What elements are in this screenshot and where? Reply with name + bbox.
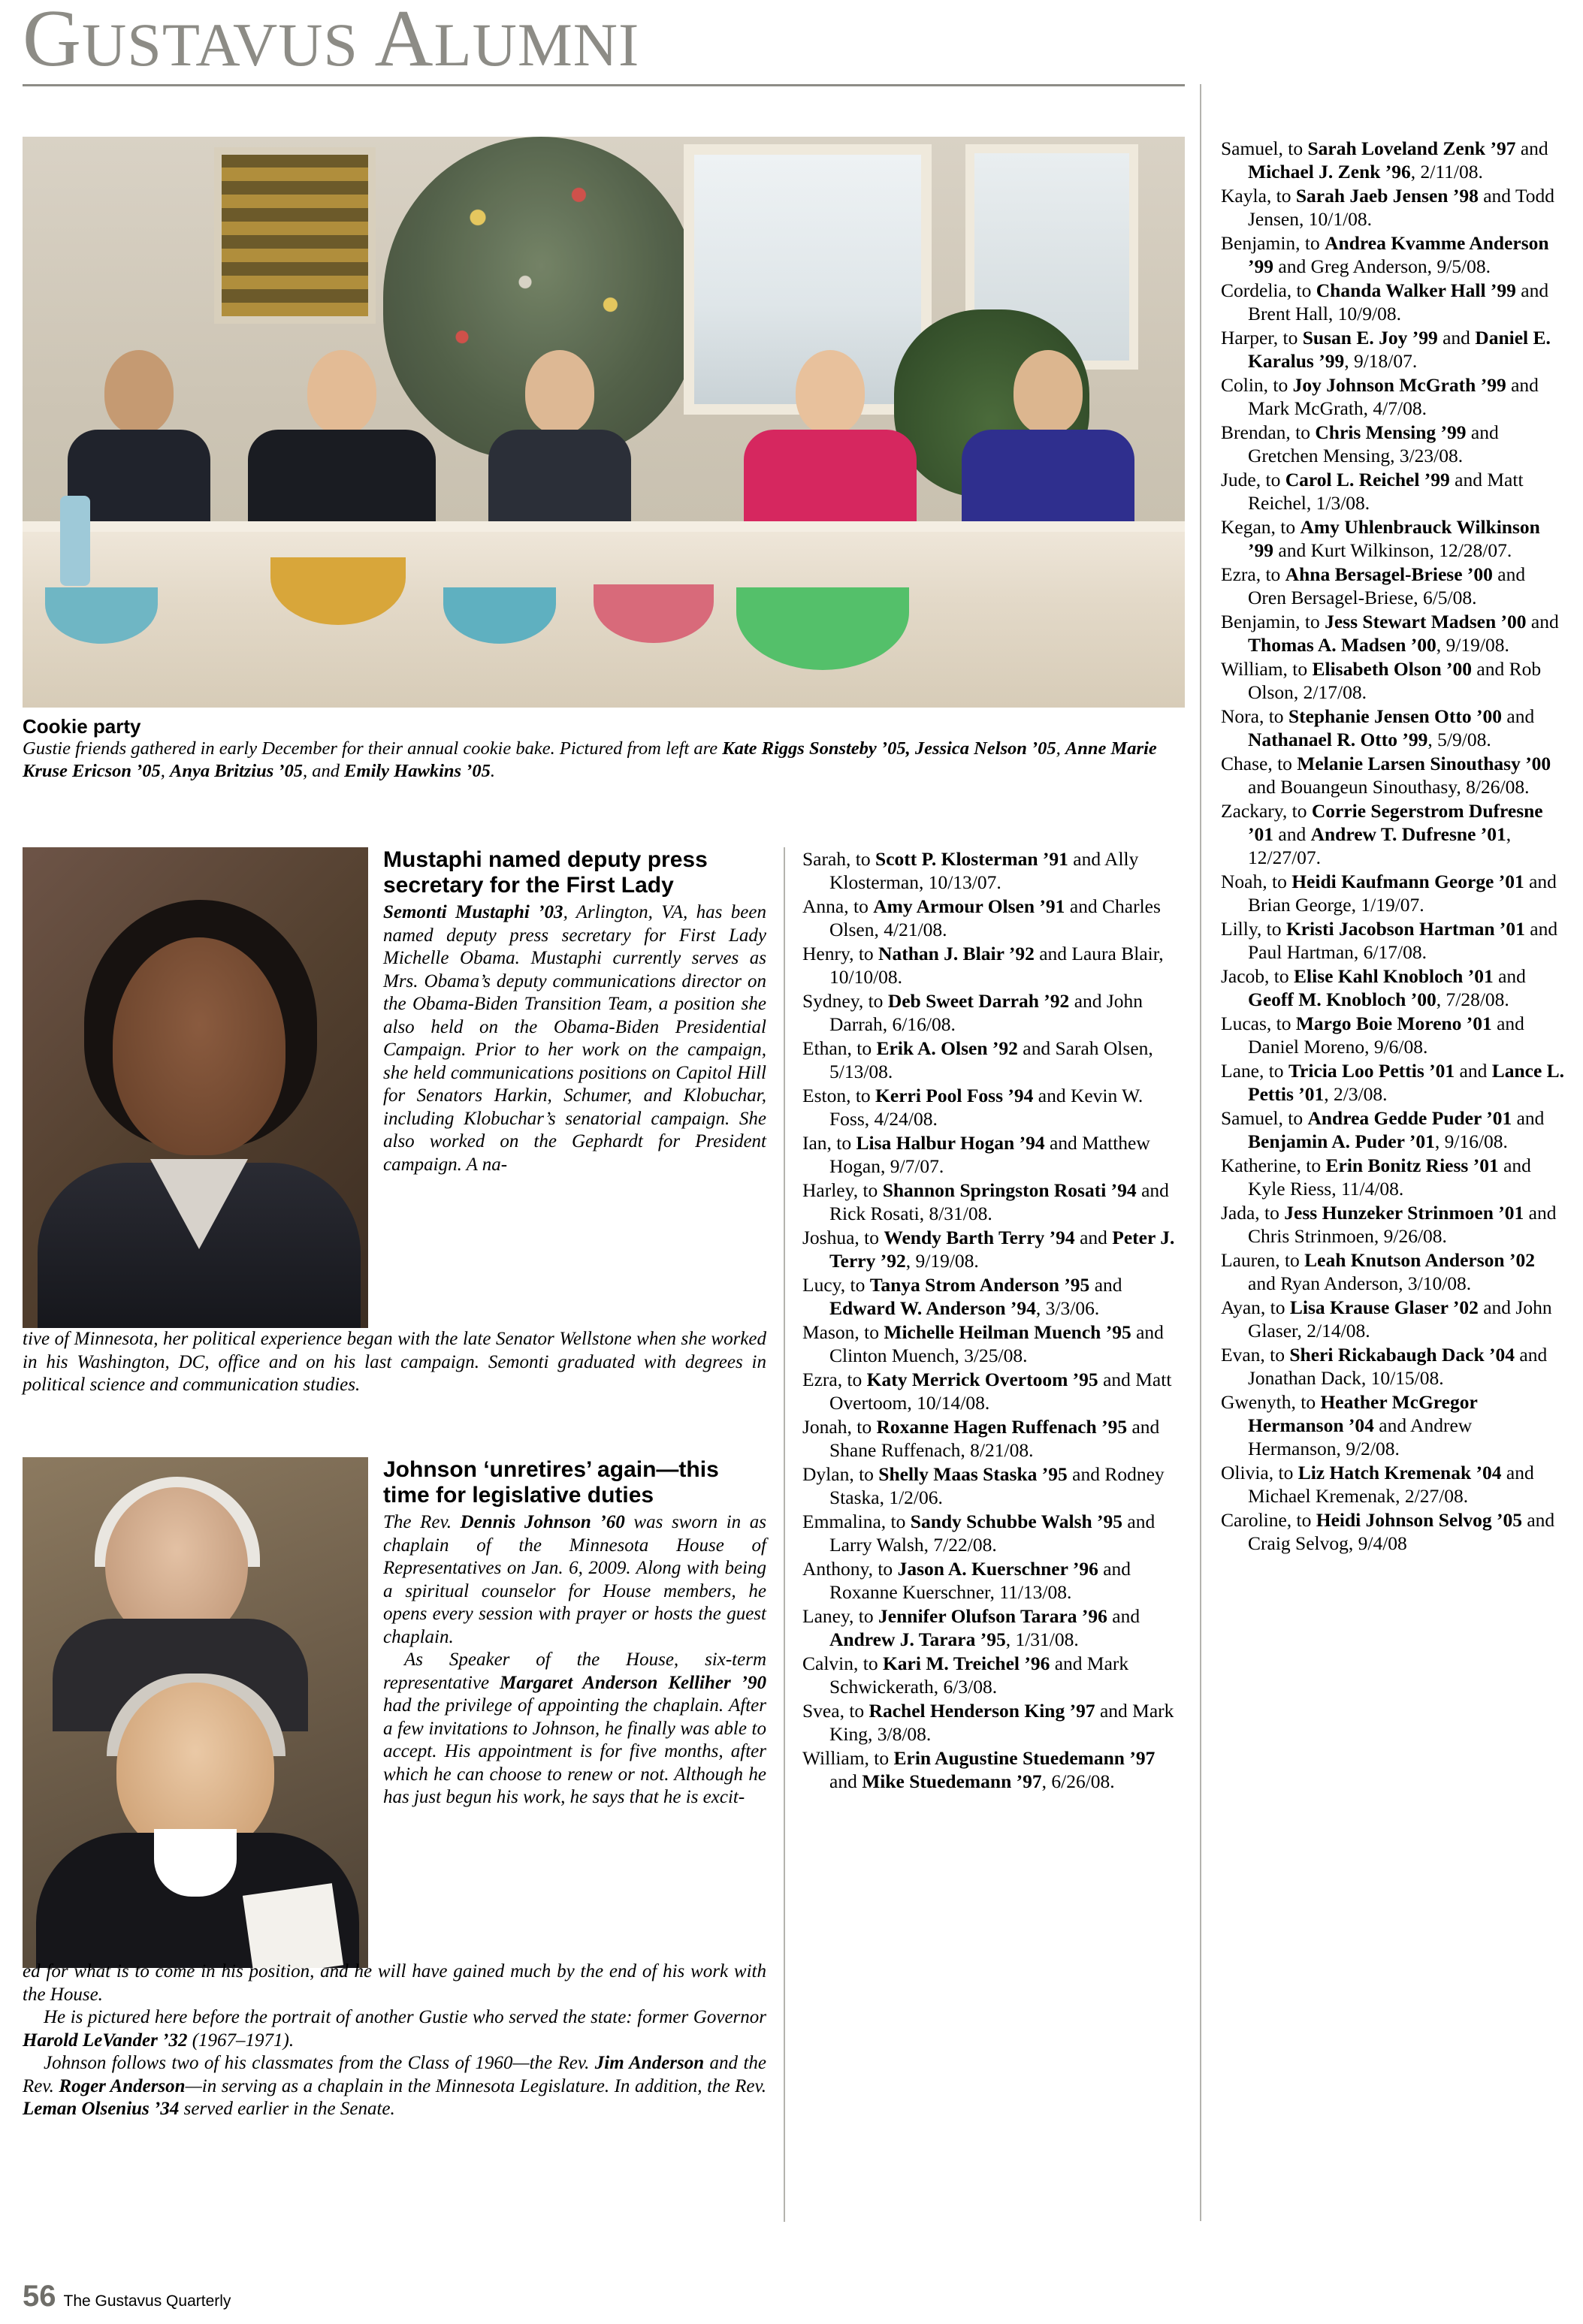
entry-name-1: Jennifer Olufson Tarara ’96 bbox=[878, 1605, 1107, 1627]
birth-entry bbox=[1221, 1106, 1566, 1153]
entry-name-1: Shelly Maas Staska ’95 bbox=[878, 1463, 1068, 1485]
birth-entry bbox=[802, 1462, 1178, 1509]
entry-pre: Lauren, to bbox=[1221, 1249, 1305, 1271]
entry-name-2: Daniel E. Karalus ’99 bbox=[1248, 327, 1551, 372]
birth-entry bbox=[1221, 964, 1566, 1011]
entry-name-1: Kerri Pool Foss ’94 bbox=[875, 1085, 1034, 1106]
entry-mid: and Greg Anderson, 9/5/08. bbox=[1273, 255, 1491, 277]
entry-mid: and Andrew Hermanson, 9/2/08. bbox=[1248, 1414, 1473, 1459]
birth-entry bbox=[802, 1699, 1178, 1746]
column-divider-middle bbox=[784, 847, 785, 2222]
entry-pre: Ayan, to bbox=[1221, 1296, 1290, 1318]
entry-pre: Mason, to bbox=[802, 1321, 884, 1343]
entry-pre: Lilly, to bbox=[1221, 918, 1286, 940]
entry-name-2: Benjamin A. Puder ’01 bbox=[1248, 1130, 1435, 1152]
caption-sep-3: , and bbox=[303, 761, 345, 781]
page-number: 56 bbox=[23, 2280, 56, 2313]
entry-name-1: Shannon Springston Rosati ’94 bbox=[882, 1179, 1137, 1201]
entry-mid: and Sarah Olsen, 5/13/08. bbox=[829, 1037, 1153, 1082]
entry-mid: and bbox=[1455, 1060, 1492, 1082]
entry-pre: Sydney, to bbox=[802, 990, 888, 1012]
entry-post: , 2/11/08. bbox=[1410, 161, 1483, 183]
entry-pre: Benjamin, to bbox=[1221, 611, 1325, 632]
entry-name-1: Tricia Loo Pettis ’01 bbox=[1288, 1060, 1455, 1082]
entry-pre: Zackary, to bbox=[1221, 800, 1312, 822]
page-masthead bbox=[23, 0, 1225, 83]
entry-mid: and bbox=[1089, 1274, 1122, 1296]
entry-pre: Kegan, to bbox=[1221, 516, 1301, 538]
entry-pre: Katherine, to bbox=[1221, 1154, 1326, 1176]
photo-caption-title: Cookie party bbox=[23, 715, 141, 738]
birth-entry bbox=[1221, 1343, 1566, 1390]
johnson-p4-name1: Jim Anderson bbox=[594, 2053, 705, 2073]
entry-mid: and Mark Schwickerath, 6/3/08. bbox=[829, 1652, 1129, 1698]
entry-mid: and bbox=[1493, 965, 1526, 987]
entry-name-1: Sarah Loveland Zenk ’97 bbox=[1307, 137, 1516, 159]
birth-entry bbox=[802, 1084, 1178, 1130]
entry-mid: and bbox=[1512, 1107, 1545, 1129]
entry-mid: and bbox=[1074, 1227, 1113, 1248]
portrait-face bbox=[113, 937, 285, 1155]
birth-entry bbox=[802, 1604, 1178, 1651]
birth-entry bbox=[802, 895, 1178, 941]
johnson-p3-post: (1967–1971). bbox=[187, 2030, 295, 2051]
entry-name-1: Erin Augustine Stuedemann ’97 bbox=[893, 1747, 1156, 1769]
entry-name-1: Liz Hatch Kremenak ’04 bbox=[1298, 1462, 1502, 1483]
entry-name-1: Jess Hunzeker Strinmoen ’01 bbox=[1284, 1202, 1524, 1224]
birth-entry bbox=[1221, 184, 1566, 231]
entry-name-1: Margo Boie Moreno ’01 bbox=[1295, 1013, 1492, 1034]
entry-post: , 1/31/08. bbox=[1005, 1628, 1079, 1650]
entry-name-1: Wendy Barth Terry ’94 bbox=[884, 1227, 1075, 1248]
entry-post: , 9/19/08. bbox=[905, 1250, 979, 1272]
entry-mid: and Craig Selvog, 9/4/08 bbox=[1248, 1509, 1555, 1554]
johnson-p4-post: served earlier in the Senate. bbox=[179, 2099, 395, 2119]
birth-entry bbox=[1221, 799, 1566, 869]
johnson-p3-pre: He is pictured here before the portrait of another Gustie who served the state: former Governor bbox=[44, 2007, 766, 2027]
story-mustaphi-body-top bbox=[383, 901, 766, 1176]
johnson-p1-pre: The Rev. bbox=[383, 1512, 461, 1532]
entry-mid: and Kurt Wilkinson, 12/28/07. bbox=[1273, 539, 1512, 561]
birth-entry bbox=[1221, 752, 1566, 798]
birth-entry bbox=[1221, 279, 1566, 325]
birth-entry bbox=[802, 1037, 1178, 1083]
johnson-p4-pre: Johnson follows two of his classmates from the Class of 1960—the Rev. bbox=[44, 2053, 595, 2073]
caption-period: . bbox=[490, 761, 495, 781]
entry-post: , 12/27/07. bbox=[1248, 823, 1512, 868]
masthead-word2-rest: LUMNI bbox=[434, 11, 640, 79]
entry-pre: Laney, to bbox=[802, 1605, 879, 1627]
entry-pre: Ethan, to bbox=[802, 1037, 877, 1059]
birth-entry bbox=[1221, 705, 1566, 751]
johnson-p3-name: Harold LeVander ’32 bbox=[23, 2030, 188, 2051]
caption-name-5: Emily Hawkins ’05 bbox=[344, 761, 491, 781]
johnson-p1-post: was sworn in as chaplain of the Minnesota House of Representatives on Jan. 6, 2009. Along with being a spiritual counselor for House members, he opens every session with prayer or hosts the guest chaplain. bbox=[383, 1512, 767, 1647]
births-column-right bbox=[1221, 137, 1566, 1556]
entry-mid: and Larry Walsh, 7/22/08. bbox=[829, 1511, 1156, 1556]
entry-mid: and Michael Kremenak, 2/27/08. bbox=[1248, 1462, 1534, 1507]
entry-mid: and Charles Olsen, 4/21/08. bbox=[829, 895, 1161, 940]
entry-mid: and Kyle Riess, 11/4/08. bbox=[1248, 1154, 1531, 1200]
entry-name-1: Andrea Kvamme Anderson ’99 bbox=[1248, 232, 1549, 277]
entry-name-1: Amy Armour Olsen ’91 bbox=[873, 895, 1065, 917]
photo-caption-text bbox=[23, 738, 1180, 783]
johnson-p1-name: Dennis Johnson ’60 bbox=[460, 1512, 625, 1532]
entry-pre: Jude, to bbox=[1221, 469, 1285, 490]
entry-mid: and John Glaser, 2/14/08. bbox=[1248, 1296, 1552, 1342]
entry-mid: and bbox=[1502, 705, 1535, 727]
entry-name-1: Sarah Jaeb Jensen ’98 bbox=[1295, 185, 1479, 207]
entry-pre: Chase, to bbox=[1221, 753, 1298, 774]
birth-entry bbox=[1221, 1461, 1566, 1508]
entry-mid: and Matt Reichel, 1/3/08. bbox=[1248, 469, 1524, 514]
entry-pre: Nora, to bbox=[1221, 705, 1288, 727]
johnson-p4-mid: and the Rev. bbox=[23, 2053, 766, 2096]
birth-entry bbox=[802, 1557, 1178, 1604]
masthead-word1-cap: G bbox=[23, 0, 82, 83]
entry-pre: Anthony, to bbox=[802, 1558, 898, 1580]
entry-mid: and Kevin W. Foss, 4/24/08. bbox=[829, 1085, 1143, 1130]
entry-mid: and bbox=[1526, 611, 1559, 632]
entry-post: , 2/3/08. bbox=[1324, 1083, 1388, 1105]
birth-entry bbox=[1221, 1390, 1566, 1460]
entry-mid: and Matthew Hogan, 9/7/07. bbox=[829, 1132, 1150, 1177]
story-mustaphi-body-wrap: tive of Minnesota, her political experience began with the late Senator Wellstone when she worked in his Washington, DC, office and on his last campaign. Semonti graduated with degrees in political science and communication studies. bbox=[23, 1329, 766, 1395]
caption-name-1: Kate Riggs Sonsteby ’05, bbox=[722, 738, 911, 759]
entry-name-1: Rachel Henderson King ’97 bbox=[869, 1700, 1095, 1722]
entry-mid: and Rick Rosati, 8/31/08. bbox=[829, 1179, 1169, 1224]
birth-entry bbox=[1221, 231, 1566, 278]
entry-mid: and Gretchen Mensing, 3/23/08. bbox=[1248, 421, 1499, 466]
entry-pre: Cordelia, to bbox=[1221, 279, 1316, 301]
entry-pre: Jacob, to bbox=[1221, 965, 1294, 987]
entry-name-1: Lisa Krause Glaser ’02 bbox=[1289, 1296, 1479, 1318]
birth-entry bbox=[1221, 1012, 1566, 1058]
story-johnson-para-2 bbox=[383, 1649, 766, 1809]
birth-entry bbox=[1221, 610, 1566, 656]
entry-name-1: Nathan J. Blair ’92 bbox=[878, 943, 1035, 964]
entry-name-1: Joy Johnson McGrath ’99 bbox=[1292, 374, 1506, 396]
johnson-p4-mid2: —in serving as a chaplain in the Minnesota Legislature. In addition, the Rev. bbox=[185, 2075, 767, 2096]
entry-post: , 7/28/08. bbox=[1436, 988, 1509, 1010]
caption-sep-1: , bbox=[1056, 738, 1065, 759]
masthead-divider bbox=[23, 84, 1185, 86]
entry-pre: Kayla, to bbox=[1221, 185, 1296, 207]
entry-pre: Lane, to bbox=[1221, 1060, 1288, 1082]
entry-pre: Calvin, to bbox=[802, 1652, 883, 1674]
entry-mid: and Paul Hartman, 6/17/08. bbox=[1248, 918, 1558, 963]
entry-pre: William, to bbox=[1221, 658, 1313, 680]
entry-pre: Colin, to bbox=[1221, 374, 1293, 396]
story-mustaphi-lead-name: Semonti Mustaphi ’03 bbox=[383, 902, 563, 922]
entry-mid: and Shane Ruffenach, 8/21/08. bbox=[829, 1416, 1160, 1461]
entry-pre: Olivia, to bbox=[1221, 1462, 1298, 1483]
entry-name-1: Heather McGregor Hermanson ’04 bbox=[1248, 1391, 1478, 1436]
birth-entry bbox=[1221, 1296, 1566, 1342]
entry-name-1: Leah Knutson Anderson ’02 bbox=[1304, 1249, 1535, 1271]
entry-pre: Ezra, to bbox=[1221, 563, 1285, 585]
entry-pre: Lucas, to bbox=[1221, 1013, 1296, 1034]
entry-name-1: Heidi Kaufmann George ’01 bbox=[1291, 871, 1524, 892]
entry-name-2: Edward W. Anderson ’94 bbox=[829, 1297, 1036, 1319]
johnson-photo bbox=[23, 1457, 368, 1968]
birth-entry bbox=[1221, 563, 1566, 609]
birth-entry bbox=[1221, 421, 1566, 467]
publication-name: The Gustavus Quarterly bbox=[63, 2292, 231, 2310]
entry-name-1: Sandy Schubbe Walsh ’95 bbox=[910, 1511, 1123, 1532]
entry-name-1: Melanie Larsen Sinouthasy ’00 bbox=[1297, 753, 1551, 774]
entry-name-2: Mike Stuedemann ’97 bbox=[862, 1770, 1042, 1792]
entry-mid: and Ally Klosterman, 10/13/07. bbox=[829, 848, 1139, 893]
birth-entry bbox=[802, 1131, 1178, 1178]
birth-entry bbox=[802, 989, 1178, 1036]
entry-mid: and bbox=[1107, 1605, 1140, 1627]
entry-name-1: Katy Merrick Overtoom ’95 bbox=[866, 1369, 1098, 1390]
entry-name-1: Susan E. Joy ’99 bbox=[1302, 327, 1438, 349]
entry-pre: Harper, to bbox=[1221, 327, 1303, 349]
story-johnson bbox=[383, 1457, 766, 1809]
entry-name-1: Corrie Segerstrom Dufresne ’01 bbox=[1248, 800, 1543, 845]
birth-entry bbox=[802, 847, 1178, 894]
story-johnson-headline: Johnson ‘unretires’ again—this time for legislative duties bbox=[383, 1457, 719, 1508]
entry-name-2: Michael J. Zenk ’96 bbox=[1248, 161, 1411, 183]
birth-entry bbox=[1221, 1059, 1566, 1106]
photo-bottle bbox=[60, 496, 90, 586]
entry-name-1: Erin Bonitz Riess ’01 bbox=[1325, 1154, 1499, 1176]
birth-entry bbox=[1221, 870, 1566, 916]
entry-mid: and Rob Olson, 2/17/08. bbox=[1248, 658, 1542, 703]
birth-entry bbox=[802, 1320, 1178, 1367]
caption-name-3: Anne Marie Kruse Ericson ’05 bbox=[23, 738, 1157, 781]
johnson-clerical-collar bbox=[154, 1829, 237, 1897]
johnson-papers bbox=[243, 1883, 343, 1968]
entry-name-2: Peter J. Terry ’92 bbox=[829, 1227, 1175, 1272]
birth-entry bbox=[1221, 657, 1566, 704]
entry-pre: Samuel, to bbox=[1221, 1107, 1308, 1129]
birth-entry bbox=[1221, 1248, 1566, 1295]
entry-pre: Benjamin, to bbox=[1221, 232, 1325, 254]
birth-entry bbox=[1221, 1508, 1566, 1555]
photo-wall-art bbox=[214, 147, 376, 324]
entry-pre: Jonah, to bbox=[802, 1416, 877, 1438]
entry-name-1: Chris Mensing ’99 bbox=[1315, 421, 1467, 443]
entry-name-2: Lance L. Pettis ’01 bbox=[1248, 1060, 1565, 1105]
birth-entry bbox=[1221, 917, 1566, 964]
entry-name-1: Michelle Heilman Muench ’95 bbox=[884, 1321, 1131, 1343]
entry-pre: Lucy, to bbox=[802, 1274, 870, 1296]
birth-entry bbox=[802, 1746, 1178, 1793]
entry-pre: Jada, to bbox=[1221, 1202, 1285, 1224]
entry-post: , 5/9/08. bbox=[1427, 729, 1491, 750]
entry-pre: Ezra, to bbox=[802, 1369, 867, 1390]
johnson-p4-name3: Leman Olsenius ’34 bbox=[23, 2099, 180, 2119]
entry-pre: Joshua, to bbox=[802, 1227, 884, 1248]
caption-sep-2: , bbox=[160, 761, 171, 781]
story-johnson-wrap bbox=[23, 1960, 766, 2121]
story-johnson-para-4 bbox=[23, 2052, 766, 2121]
entry-name-2: Andrew T. Dufresne ’01 bbox=[1310, 823, 1506, 845]
entry-mid: and bbox=[1273, 823, 1311, 845]
entry-name-1: Roxanne Hagen Ruffenach ’95 bbox=[876, 1416, 1128, 1438]
birth-entry bbox=[1221, 1154, 1566, 1200]
entry-name-1: Erik A. Olsen ’92 bbox=[876, 1037, 1018, 1059]
johnson-p2-pre: As Speaker of the House, six-term representative bbox=[383, 1649, 766, 1693]
birth-entry bbox=[1221, 1201, 1566, 1248]
entry-name-1: Scott P. Klosterman ’91 bbox=[875, 848, 1068, 870]
entry-name-1: Tanya Strom Anderson ’95 bbox=[869, 1274, 1090, 1296]
johnson-p2-post: had the privilege of appointing the chaplain. After a few invitations to Johnson, he finally was able to accept. His appointment is for five months, after which he can choose to renew or not. Although he has just begun his work, he says that he is excit- bbox=[383, 1695, 766, 1807]
column-divider-right bbox=[1200, 84, 1201, 2221]
births-column-middle bbox=[802, 847, 1178, 1794]
entry-name-2: Nathanael R. Otto ’99 bbox=[1248, 729, 1428, 750]
entry-name-1: Elisabeth Olson ’00 bbox=[1312, 658, 1473, 680]
entry-pre: Samuel, to bbox=[1221, 137, 1308, 159]
birth-entry bbox=[1221, 468, 1566, 515]
entry-mid: and Matt Overtoom, 10/14/08. bbox=[829, 1369, 1172, 1414]
entry-pre: Emmalina, to bbox=[802, 1511, 911, 1532]
entry-mid: and Bouangeun Sinouthasy, 8/26/08. bbox=[1248, 776, 1530, 798]
entry-mid: and John Darrah, 6/16/08. bbox=[829, 990, 1143, 1035]
entry-name-1: Andrea Gedde Puder ’01 bbox=[1307, 1107, 1512, 1129]
entry-mid: and Laura Blair, 10/10/08. bbox=[829, 943, 1164, 988]
entry-mid: and Jonathan Dack, 10/15/08. bbox=[1248, 1344, 1548, 1389]
caption-name-2: Jessica Nelson ’05 bbox=[914, 738, 1056, 759]
entry-name-1: Carol L. Reichel ’99 bbox=[1285, 469, 1450, 490]
johnson-p4-name2: Roger Anderson bbox=[59, 2075, 186, 2096]
birth-entry bbox=[802, 942, 1178, 988]
birth-entry bbox=[1221, 137, 1566, 183]
entry-mid: and Chris Strinmoen, 9/26/08. bbox=[1248, 1202, 1557, 1247]
birth-entry bbox=[802, 1652, 1178, 1698]
entry-mid: and Brian George, 1/19/07. bbox=[1248, 871, 1557, 916]
entry-mid: and Brent Hall, 10/9/08. bbox=[1248, 279, 1549, 324]
entry-name-2: Andrew J. Tarara ’95 bbox=[829, 1628, 1006, 1650]
birth-entry bbox=[1221, 326, 1566, 373]
entry-pre: Henry, to bbox=[802, 943, 879, 964]
masthead-title bbox=[23, 0, 1225, 83]
entry-name-1: Chanda Walker Hall ’99 bbox=[1316, 279, 1516, 301]
entry-pre: Dylan, to bbox=[802, 1463, 879, 1485]
entry-pre: William, to bbox=[802, 1747, 894, 1769]
entry-name-1: Jess Stewart Madsen ’00 bbox=[1325, 611, 1527, 632]
entry-mid: and Mark King, 3/8/08. bbox=[829, 1700, 1174, 1745]
entry-mid: and Clinton Muench, 3/25/08. bbox=[829, 1321, 1164, 1366]
entry-pre: Gwenyth, to bbox=[1221, 1391, 1321, 1413]
entry-name-1: Sheri Rickabaugh Dack ’04 bbox=[1289, 1344, 1515, 1366]
entry-mid: and Todd Jensen, 10/1/08. bbox=[1248, 185, 1554, 230]
entry-name-1: Jason A. Kuerschner ’96 bbox=[897, 1558, 1098, 1580]
birth-entry bbox=[802, 1415, 1178, 1462]
entry-pre: Caroline, to bbox=[1221, 1509, 1316, 1531]
entry-mid: and Ryan Anderson, 3/10/08. bbox=[1248, 1272, 1472, 1294]
entry-mid: and Rodney Staska, 1/2/06. bbox=[829, 1463, 1165, 1508]
story-johnson-para-1 bbox=[383, 1511, 766, 1649]
entry-name-1: Heidi Johnson Selvog ’05 bbox=[1316, 1509, 1522, 1531]
caption-line1: Gustie friends gathered in early December for their annual cookie bake. Pictured from left are bbox=[23, 738, 723, 759]
entry-mid: and Mark McGrath, 4/7/08. bbox=[1248, 374, 1539, 419]
entry-pre: Sarah, to bbox=[802, 848, 876, 870]
entry-mid: and Oren Bersagel-Briese, 6/5/08. bbox=[1248, 563, 1526, 608]
entry-post: , 6/26/08. bbox=[1041, 1770, 1115, 1792]
johnson-p2-name: Margaret Anderson Kelliher ’90 bbox=[500, 1672, 766, 1693]
entry-mid: and Roxanne Kuerschner, 11/13/08. bbox=[829, 1558, 1131, 1603]
story-johnson-para-2-wrap: ed for what is to come in his position, and he will have gained much by the end of his work with the House. bbox=[23, 1961, 766, 2005]
page-footer bbox=[23, 2280, 231, 2313]
cookie-party-photo bbox=[23, 137, 1185, 708]
masthead-word2-cap: A bbox=[374, 0, 434, 83]
birth-entry bbox=[1221, 373, 1566, 420]
entry-name-1: Kari M. Treichel ’96 bbox=[882, 1652, 1050, 1674]
entry-pre: Harley, to bbox=[802, 1179, 883, 1201]
entry-name-2: Geoff M. Knobloch ’00 bbox=[1248, 988, 1436, 1010]
entry-name-1: Stephanie Jensen Otto ’00 bbox=[1288, 705, 1502, 727]
entry-pre: Ian, to bbox=[802, 1132, 856, 1154]
birth-entry bbox=[802, 1510, 1178, 1556]
entry-name-2: Thomas A. Madsen ’00 bbox=[1248, 634, 1436, 656]
entry-pre: Evan, to bbox=[1221, 1344, 1290, 1366]
entry-pre: Svea, to bbox=[802, 1700, 869, 1722]
entry-name-1: Deb Sweet Darrah ’92 bbox=[887, 990, 1070, 1012]
entry-mid: and bbox=[1515, 137, 1548, 159]
entry-post: , 3/3/06. bbox=[1035, 1297, 1100, 1319]
mustaphi-portrait-photo bbox=[23, 847, 368, 1328]
birth-entry bbox=[802, 1368, 1178, 1414]
entry-mid: and Daniel Moreno, 9/6/08. bbox=[1248, 1013, 1524, 1058]
story-johnson-para-3 bbox=[23, 2006, 766, 2052]
caption-name-4: Anya Britzius ’05 bbox=[170, 761, 304, 781]
birth-entry bbox=[802, 1226, 1178, 1272]
entry-name-1: Lisa Halbur Hogan ’94 bbox=[856, 1132, 1045, 1154]
entry-post: , 9/16/08. bbox=[1434, 1130, 1508, 1152]
entry-post: , 9/19/08. bbox=[1436, 634, 1509, 656]
birth-entry bbox=[802, 1179, 1178, 1225]
entry-pre: Brendan, to bbox=[1221, 421, 1316, 443]
birth-entry bbox=[1221, 515, 1566, 562]
entry-name-1: Amy Uhlenbrauck Wilkinson ’99 bbox=[1248, 516, 1540, 561]
story-mustaphi-headline: Mustaphi named deputy press secretary for the First Lady bbox=[383, 847, 708, 898]
story-mustaphi bbox=[383, 847, 766, 1176]
entry-mid: and bbox=[829, 1770, 862, 1792]
entry-name-1: Kristi Jacobson Hartman ’01 bbox=[1285, 918, 1525, 940]
birth-entry bbox=[802, 1273, 1178, 1320]
entry-pre: Noah, to bbox=[1221, 871, 1292, 892]
entry-pre: Anna, to bbox=[802, 895, 874, 917]
entry-post: , 9/18/07. bbox=[1344, 350, 1418, 372]
entry-pre: Eston, to bbox=[802, 1085, 876, 1106]
story-mustaphi-body-text: , Arlington, VA, has been named deputy press secretary for First Lady Michelle Obama. Mustaphi currently serves as Mrs. Obama’s deputy communications director on the Obama-Biden Transition Team, a position she also held on the Obama-Biden Presidential Campaign. Prior to her work on the campaign, she held communications positions on Capitol Hill for Senators Harkin, Schumer, and Klobuchar, including Klobuchar’s senatorial campaign. She also worked on the Gephardt for President campaign. A na- bbox=[383, 902, 766, 1175]
entry-name-1: Ahna Bersagel-Briese ’00 bbox=[1285, 563, 1493, 585]
entry-mid: and bbox=[1437, 327, 1476, 349]
entry-name-1: Elise Kahl Knobloch ’01 bbox=[1294, 965, 1494, 987]
masthead-word1-rest: USTAVUS bbox=[82, 11, 359, 79]
